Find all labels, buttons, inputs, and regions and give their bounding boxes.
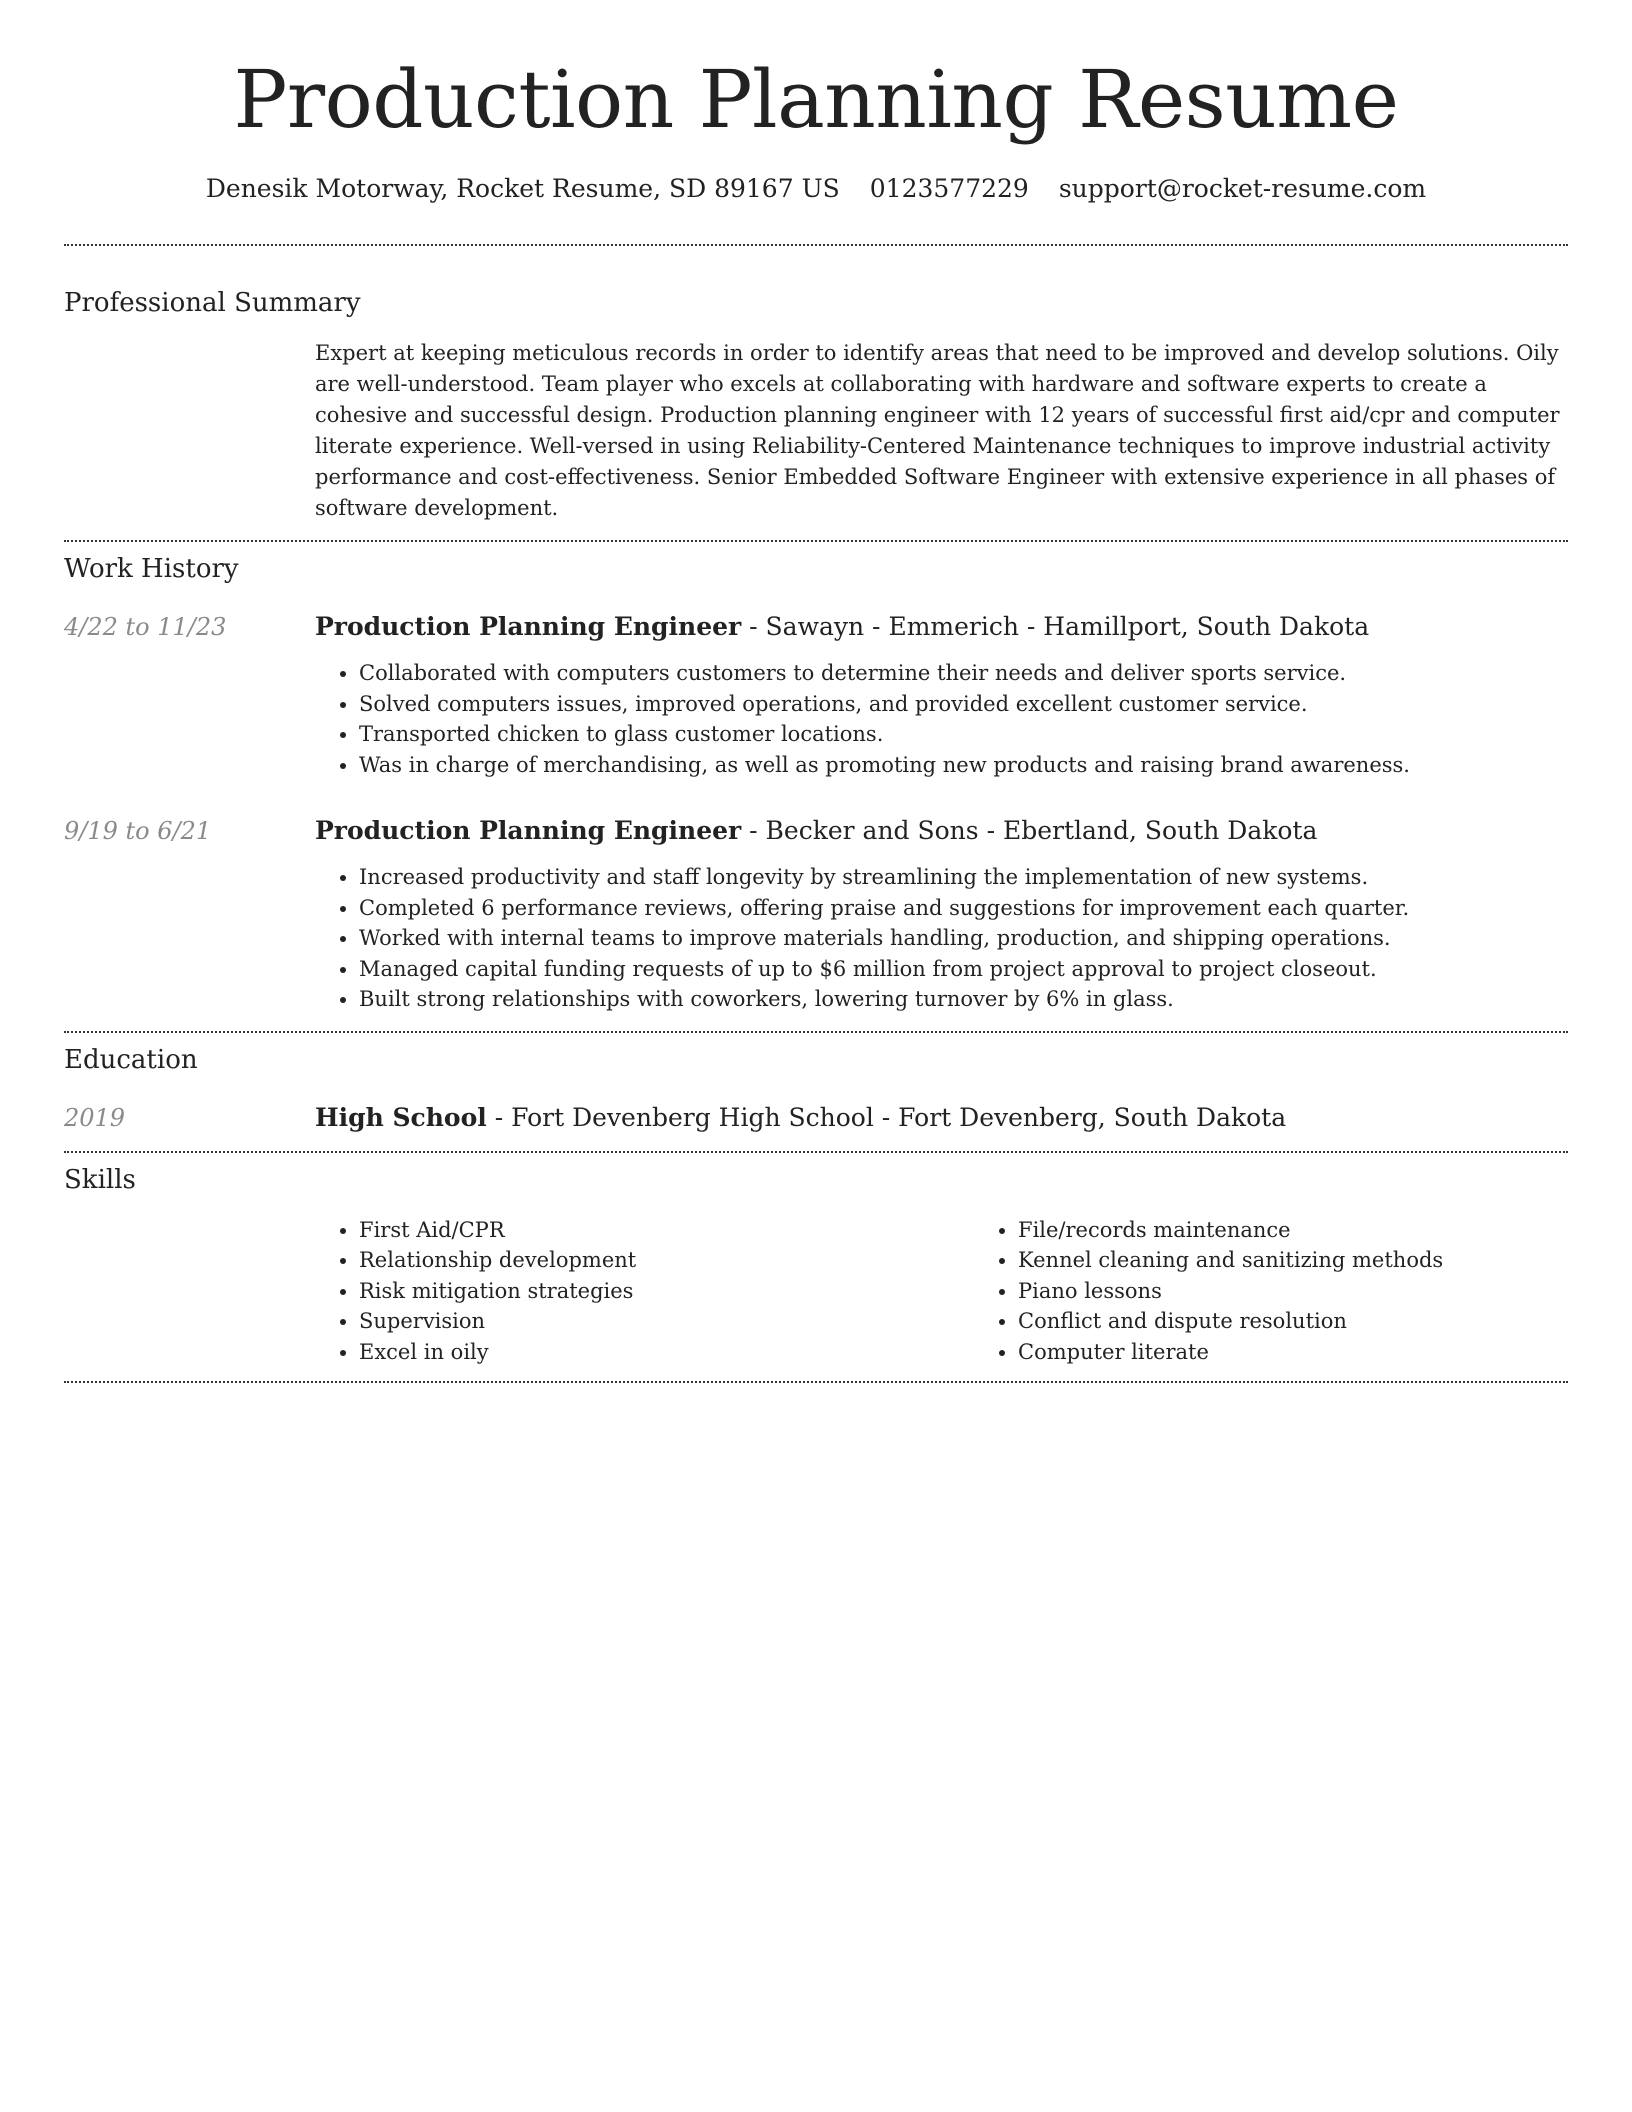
skill-item: • Kennel cleaning and sanitizing methods — [1018, 1245, 1632, 1276]
list-item: • Transported chicken to glass customer locations. — [359, 719, 1568, 750]
skill-item: • Conflict and dispute resolution — [1018, 1306, 1632, 1337]
job-employer-location: - Sawayn - Emmerich - Hamillport, South Dakota — [741, 612, 1370, 641]
list-item: • Solved computers issues, improved operations, and provided excellent customer service. — [359, 689, 1568, 720]
job-role: Production Planning Engineer — [315, 816, 742, 845]
job-title — [315, 610, 1568, 644]
section-heading-skills: Skills — [64, 1164, 136, 1195]
education-date: 2019 — [64, 1103, 126, 1132]
job-entry — [64, 814, 1568, 1015]
list-item: • Was in charge of merchandising, as well as promoting new products and raising brand awareness. — [359, 750, 1568, 781]
contact-line — [64, 172, 1568, 206]
education-entry — [64, 1101, 1568, 1135]
skill-item: • Risk mitigation strategies — [359, 1276, 974, 1307]
job-title — [315, 814, 1568, 848]
job-entry — [64, 610, 1568, 780]
resume-title: Production Planning Resume — [233, 53, 1399, 146]
job-employer-location: - Becker and Sons - Ebertland, South Dakota — [741, 816, 1318, 845]
job-bullets — [315, 658, 1568, 780]
job-dates: 4/22 to 11/23 — [64, 613, 227, 641]
skill-item: • Relationship development — [359, 1245, 974, 1276]
skill-item: • Computer literate — [1018, 1337, 1632, 1368]
list-item: • Worked with internal teams to improve materials handling, production, and shipping operations. — [359, 923, 1568, 954]
education-school-location: - Fort Devenberg High School - Fort Devenberg, South Dakota — [486, 1102, 1287, 1132]
job-role: Production Planning Engineer — [315, 612, 742, 641]
skills-list-left — [315, 1215, 974, 1368]
divider — [64, 244, 1568, 246]
skills-body — [315, 1215, 1568, 1368]
skill-item: • First Aid/CPR — [359, 1215, 974, 1246]
resume-page — [64, 0, 1568, 1383]
list-item: • Increased productivity and staff longevity by streamlining the implementation of new systems. — [359, 862, 1568, 893]
divider — [64, 1381, 1568, 1383]
skill-item: • Supervision — [359, 1306, 974, 1337]
divider — [64, 1151, 1568, 1153]
divider — [64, 540, 1568, 542]
skills-list-right — [974, 1215, 1632, 1368]
contact-email: support@rocket-resume.com — [1058, 174, 1427, 203]
list-item: • Completed 6 performance reviews, offering praise and suggestions for improvement each quarter. — [359, 893, 1568, 924]
list-item: • Collaborated with computers customers to determine their needs and deliver sports service. — [359, 658, 1568, 689]
skill-item: • Excel in oily — [359, 1337, 974, 1368]
divider — [64, 1031, 1568, 1033]
summary-body — [315, 338, 1568, 524]
skill-item: • Piano lessons — [1018, 1276, 1632, 1307]
job-dates: 9/19 to 6/21 — [64, 817, 212, 845]
skill-item: • File/records maintenance — [1018, 1215, 1632, 1246]
summary-text: Expert at keeping meticulous records in order to identify areas that need to be improved and develop solutions. Oily are well-understood. Team player who excels at collaborating with hardware and software experts to create a cohesive and successful design. Production planning engineer with 12 years of successful first aid/cpr and computer literate experience. Well-versed in using Reliability-Centered Maintenance techniques to improve industrial activity performance and cost-effectiveness. Senior Embedded Software Engineer with extensive experience in all phases of software development. — [315, 341, 1560, 520]
contact-phone: 0123577229 — [869, 174, 1029, 203]
section-heading-summary: Professional Summary — [64, 288, 361, 318]
education-degree: High School — [315, 1102, 487, 1132]
contact-address: Denesik Motorway, Rocket Resume, SD 89167 US — [205, 174, 840, 203]
section-heading-education: Education — [64, 1044, 198, 1075]
section-heading-work-history: Work History — [64, 554, 239, 584]
education-title — [315, 1101, 1568, 1135]
job-bullets — [315, 862, 1568, 1015]
list-item: • Managed capital funding requests of up to $6 million from project approval to project closeout. — [359, 954, 1568, 985]
list-item: • Built strong relationships with coworkers, lowering turnover by 6% in glass. — [359, 984, 1568, 1015]
